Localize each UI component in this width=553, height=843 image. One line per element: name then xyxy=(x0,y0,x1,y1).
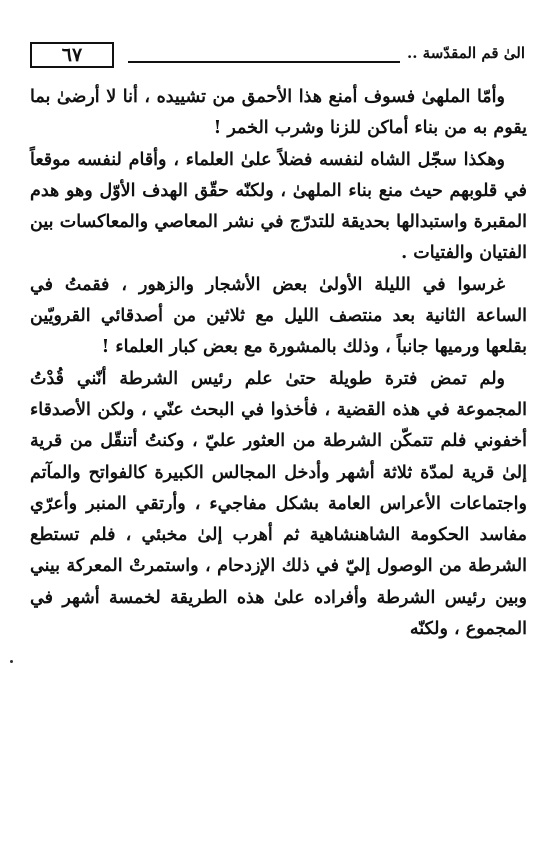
running-title: الىٰ قم المقدّسة .. xyxy=(407,44,525,62)
paragraph: ولم تمض فترة طويلة حتىٰ علم رئيس الشرطة أنّني قُدْتُ المجموعة في هذه القضية ، فأخذوا في البحث عنّي ، ولكن الأصدقاء أخفوني فلم تتمكّن الشرطة من العثور عليّ ، وكنتُ أتنقّل من قرية إلىٰ قرية لمدّة ثلاثة أشهر وأدخل المجالس الكبيرة كالفواتح والمآتم واجتماعات الأعراس العامة بشكل مفاجيء ، وأرتقي المنبر وأعرّي مفاسد الحكومة الشاهنشاهية ثم أهرب إلىٰ مخبئي ، فلم تستطع الشرطة من الوصول إليّ في ذلك الإزدحام ، واستمرتْ المعركة بيني وبين رئيس الشرطة وأفراده علىٰ هذه الطريقة لخمسة أشهر في المجموع ، ولكنّه xyxy=(30,368,527,640)
body-text xyxy=(30,82,527,645)
paragraph: وأمّا الملهىٰ فسوف أمنع هذا الأحمق من تشييده ، أنا لا أرضىٰ بما يقوم به من بناء أماكن للزنا وشرب الخمر ! xyxy=(30,87,527,139)
margin-mark xyxy=(10,660,13,663)
paragraph: وهكذا سجّل الشاه لنفسه فضلاً علىٰ العلماء ، وأقام لنفسه موقعاً في قلوبهم حيث منع بناء الملهىٰ ، ولكنّه حقّق الهدف الأوّل وهو هدم المقبرة واستبدالها بحديقة للتدرّج في نشر المعاصي والمعاكسات بين الفتيان والفتيات . xyxy=(30,149,527,264)
page-number: ٦٧ xyxy=(30,42,114,68)
header-rule xyxy=(128,61,400,63)
page-header xyxy=(18,40,525,72)
paragraph: غرسوا في الليلة الأولىٰ بعض الأشجار والزهور ، فقمتُ في الساعة الثانية بعد منتصف الليل مع ثلاثين من أصدقائي القرويّين بقلعها ورميها جانباً ، وذلك بالمشورة مع بعض كبار العلماء ! xyxy=(30,274,527,358)
